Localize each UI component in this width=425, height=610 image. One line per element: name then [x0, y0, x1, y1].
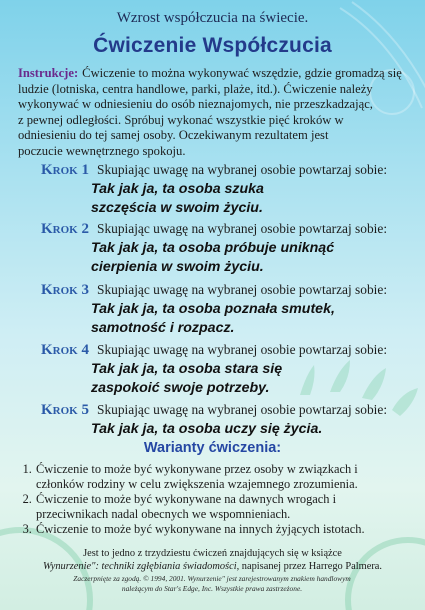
- instructions-line: z pewnej odległości. Spróbuj wykonać wszystkie pięć kroków w: [18, 112, 344, 127]
- step-4: [41, 341, 401, 397]
- step-5: [41, 401, 401, 439]
- step-phrase: [91, 360, 401, 397]
- step-label: Krok 3: [41, 282, 89, 298]
- step-3: [41, 281, 401, 337]
- footer-copyright: Zaczerpnięte za zgodą. © 1994, 2001. Wynurzenie" jest zarejestrowanym znakiem handlowym należącym do Star's Edge, Inc. Wszystkie prawa zastrzeżone.: [73, 574, 351, 593]
- footer-note: Jest to jedno z trzydziestu ćwiczeń znajdujących się w książce: [83, 548, 342, 559]
- footer-book-title: Wynurzenie": techniki zgłębiania świadomości,: [43, 561, 240, 572]
- step-phrase: [91, 239, 401, 276]
- step-phrase-line: samotność i rozpacz.: [91, 319, 235, 336]
- step-phrase-line: zaspokoić swoje potrzeby.: [91, 379, 270, 396]
- instructions-block: [18, 66, 410, 159]
- step-phrase-line: Tak jak ja, ta osoba szuka: [91, 181, 264, 197]
- variants-list: [18, 462, 415, 537]
- instructions-line: ludzie (lotniska, centra handlowe, parki, plaże, itd.). Ćwiczenie należy: [18, 81, 373, 96]
- step-label: Krok 5: [41, 402, 89, 418]
- instructions-label: Instrukcje:: [18, 66, 79, 80]
- instructions-line: poczucie wewnętrznego spokoju.: [18, 143, 186, 158]
- variant-item: 1. Ćwiczenie to może być wykonywane przez osoby w związkach i członków rodziny w celu zwiększenia wzajemnego zrozumienia.: [35, 462, 415, 492]
- instructions-line: wykonywać w odniesieniu do osób nieznajomych, nie przeszkadzając,: [18, 97, 373, 111]
- step-instruction: Skupiając uwagę na wybranej osobie powtarzaj sobie:: [97, 282, 388, 297]
- instructions-text: Ćwiczenie to można wykonywać wszędzie, gdzie gromadzą się: [82, 66, 402, 80]
- footer-book: [0, 560, 425, 573]
- footer-author: napisanej przez Harrego Palmera.: [239, 561, 382, 572]
- variants-title: Warianty ćwiczenia:: [143, 440, 282, 456]
- step-phrase-line: szczęścia w swoim życiu.: [91, 199, 263, 216]
- step-instruction: Skupiając uwagę na wybranej osobie powtarzaj sobie:: [97, 162, 388, 177]
- instructions-line: odniesieniu do tej samej osoby. Oczekiwanym rezultatem jest: [18, 128, 329, 142]
- step-label: Krok 1: [41, 162, 89, 178]
- step-2: [41, 220, 401, 276]
- step-instruction: Skupiając uwagę na wybranej osobie powtarzaj sobie:: [97, 342, 388, 357]
- step-1: [41, 161, 401, 217]
- step-label: Krok 4: [41, 342, 89, 358]
- step-phrase: [91, 300, 401, 337]
- step-phrase-line: Tak jak ja, ta osoba uczy się życia.: [91, 421, 323, 437]
- instructions-line: [18, 66, 410, 82]
- page-title: Ćwiczenie Współczucia: [93, 34, 332, 57]
- step-phrase: [91, 180, 401, 217]
- step-phrase: [91, 420, 401, 439]
- step-phrase-line: Tak jak ja, ta osoba próbuje uniknąć: [91, 240, 335, 256]
- step-instruction: Skupiając uwagę na wybranej osobie powtarzaj sobie:: [97, 221, 388, 236]
- step-label: Krok 2: [41, 221, 89, 237]
- step-phrase-line: cierpienia w swoim życiu.: [91, 258, 264, 275]
- step-phrase-line: Tak jak ja, ta osoba stara się: [91, 361, 283, 377]
- page-subtitle: Wzrost współczucia na świecie.: [116, 10, 309, 26]
- step-phrase-line: Tak jak ja, ta osoba poznała smutek,: [91, 301, 335, 317]
- variant-item: 3. Ćwiczenie to może być wykonywane na innych żyjących istotach.: [35, 522, 415, 537]
- step-instruction: Skupiając uwagę na wybranej osobie powtarzaj sobie:: [97, 402, 388, 417]
- variant-item: 2. Ćwiczenie to może być wykonywane na dawnych wrogach i przeciwnikach nadal obecnych we wspomnieniach.: [35, 492, 415, 522]
